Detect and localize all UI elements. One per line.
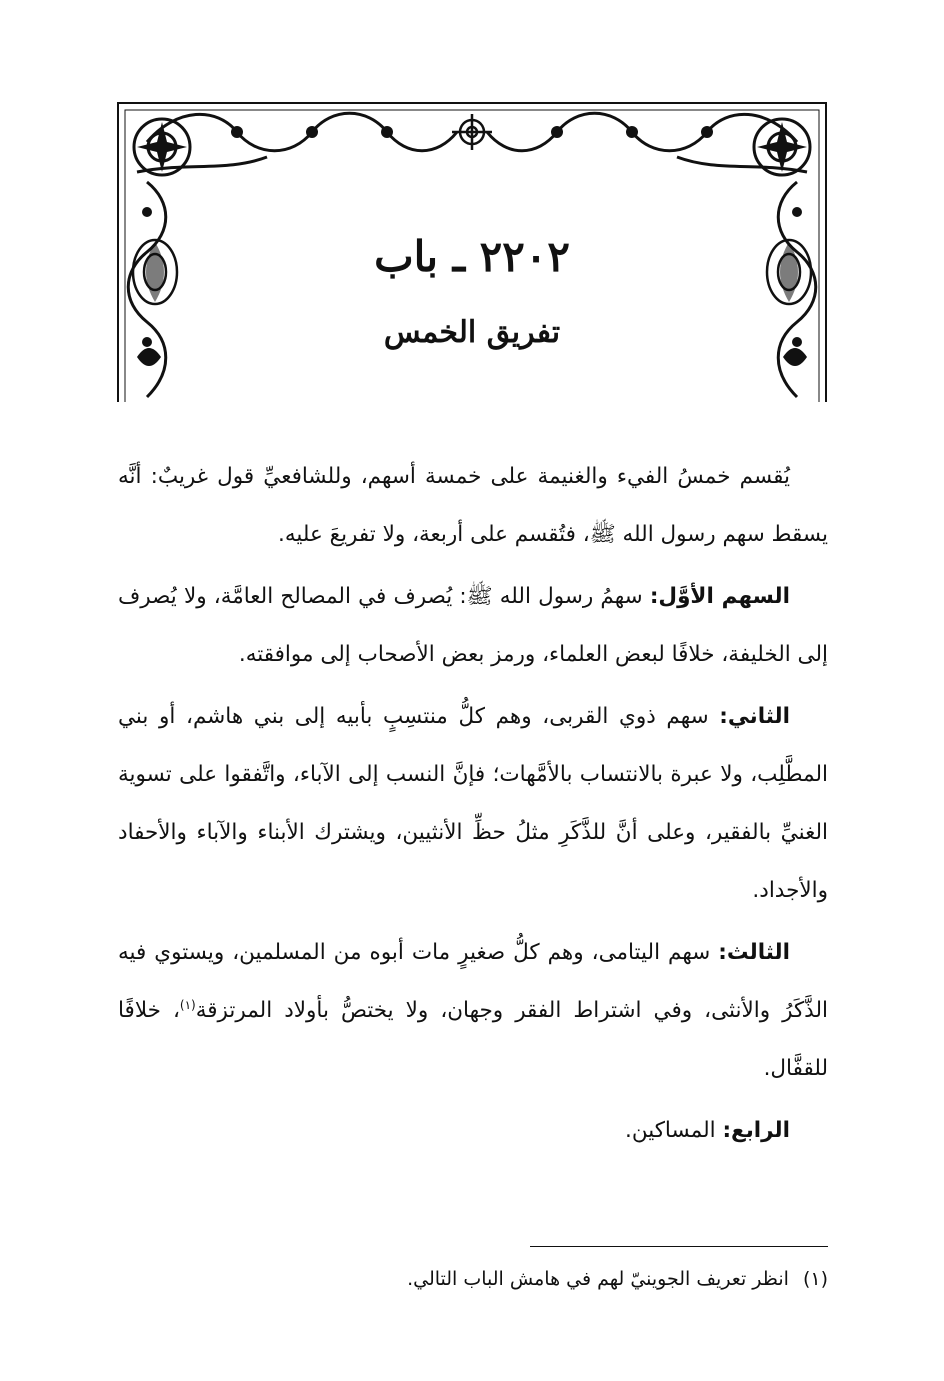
paragraph-fourth-share: [118, 1102, 828, 1160]
footnote-text: انظر تعريف الجوينيّ لهم في هامش الباب التالي.: [407, 1268, 789, 1290]
chapter-title: ٢٢٠٢ ـ باب: [374, 232, 570, 281]
footnote-number: (١): [802, 1268, 828, 1290]
fourth-share-text: المساكين.: [625, 1118, 723, 1143]
footnote: [118, 1268, 828, 1290]
third-share-label: الثالث:: [718, 940, 790, 965]
second-share-text: سهم ذوي القربى، وهم كلُّ منتسِبٍ بأبيه إلى بني هاشم، أو بني المطَّلِب، ولا عبرة بالانتساب بالأمَّهات؛ فإنَّ النسب إلى الآباء، واتَّفقوا على تسوية الغنيِّ بالفقير، وعلى أنَّ للذَّكَرِ مثلُ حظِّ الأنثيين، ويشترك الأبناء والآباء والأحفاد والأجداد.: [118, 704, 828, 903]
paragraph-intro: يُقسم خمسُ الفيء والغنيمة على خمسة أسهم، وللشافعيِّ قول غريبٌ: أنَّه يسقط سهم رسول الله ﷺ، فتُقسم على أربعة، ولا تفريعَ عليه.: [118, 464, 828, 547]
footnote-divider: [530, 1246, 828, 1247]
body-text: [118, 448, 828, 1162]
fourth-share-label: الرابع:: [722, 1118, 790, 1143]
footnote-reference[interactable]: (١): [179, 997, 196, 1012]
third-share-text-a: سهم اليتامى، وهم كلُّ صغيرٍ مات أبوه من المسلمين، ويستوي فيه الذَّكَرُ والأنثى، وفي اشتراط الفقر وجهان، ولا يختصُّ بأولاد المرتزقة: [118, 940, 828, 1023]
paragraph-third-share: [118, 924, 828, 1098]
paragraph-first-share: [118, 568, 828, 684]
chapter-subtitle: تفريق الخمس: [383, 315, 561, 350]
third-share-text-b: ، خلافًا للقفَّال.: [118, 998, 828, 1081]
second-share-label: الثاني:: [719, 704, 790, 729]
first-share-label: السهم الأوَّل:: [649, 584, 790, 609]
paragraph-second-share: [118, 688, 828, 920]
first-share-text: سهمُ رسول الله ﷺ: يُصرف في المصالح العامَّة، ولا يُصرف إلى الخليفة، خلافًا لبعض العلماء، ورمز بعض الأصحاب إلى موافقته.: [118, 584, 828, 667]
